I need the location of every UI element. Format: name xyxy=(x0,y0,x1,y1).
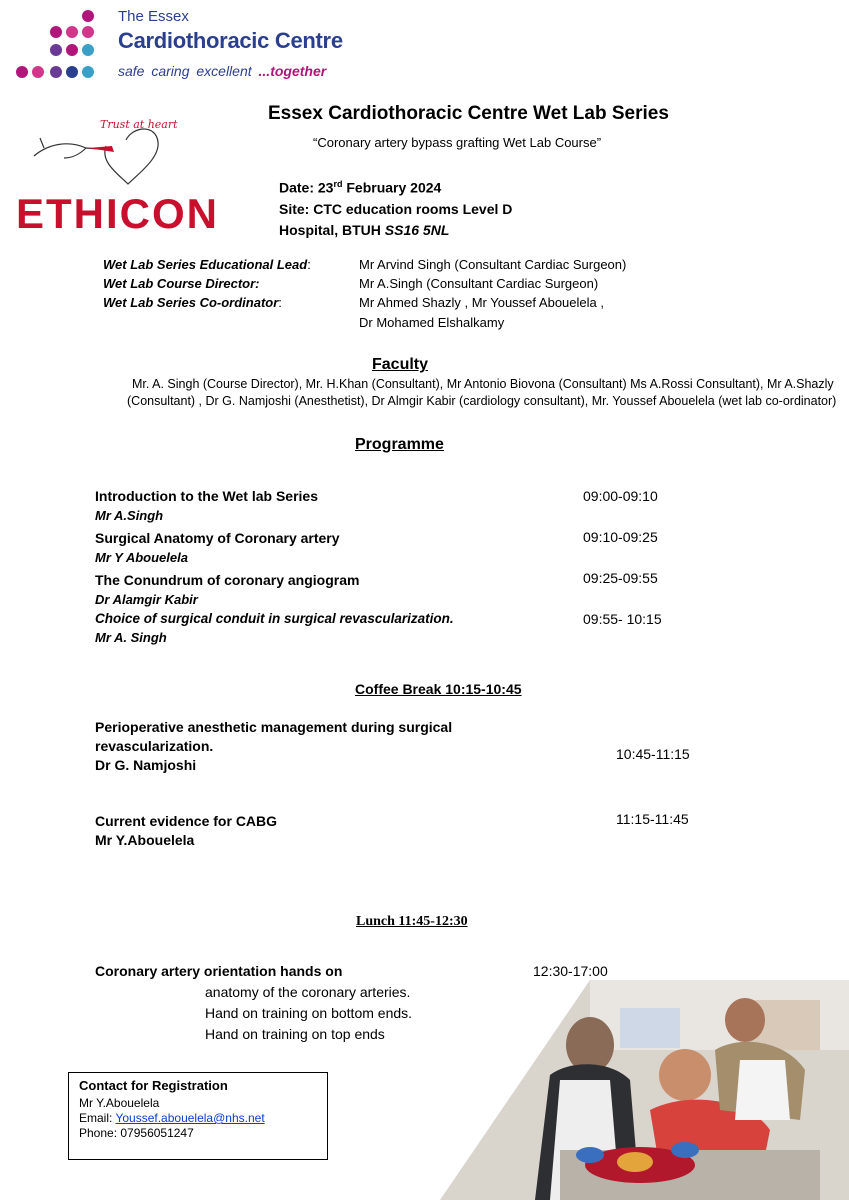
session-speaker: Mr A.Singh xyxy=(95,508,164,523)
coffee-break: Coffee Break 10:15-10:45 xyxy=(355,681,522,697)
session-subitem: anatomy of the coronary arteries. xyxy=(205,984,411,1000)
session-title: Coronary artery orientation hands on xyxy=(95,963,343,979)
logo-tagline-together: ...together xyxy=(258,63,327,79)
session-speaker: Mr Y Abouelela xyxy=(95,550,188,565)
session-subitem: Hand on training on bottom ends. xyxy=(205,1005,413,1021)
essex-logo-dots xyxy=(14,8,104,84)
session-speaker: Mr Y.Abouelela xyxy=(95,832,195,848)
event-site: Site: CTC education rooms Level D xyxy=(279,200,513,217)
event-title: Essex Cardiothoracic Centre Wet Lab Series xyxy=(268,103,669,124)
session-subitem: Hand on training on top ends xyxy=(205,1026,385,1042)
session-title-cont: revascularization. xyxy=(95,738,214,754)
session-title: Introduction to the Wet lab Series xyxy=(95,488,318,504)
session-time: 09:25-09:55 xyxy=(583,570,658,586)
session-time: 09:55- 10:15 xyxy=(583,611,662,627)
session-time: 10:45-11:15 xyxy=(616,746,690,762)
email-label: Email: xyxy=(79,1111,116,1125)
programme-heading: Programme xyxy=(355,436,444,453)
role-label-coordinator: Wet Lab Series Co-ordinator: xyxy=(103,295,282,310)
session-time: 09:00-09:10 xyxy=(583,488,658,504)
role-value-director: Mr A.Singh (Consultant Cardiac Surgeon) xyxy=(359,276,599,291)
logo-tagline xyxy=(118,63,326,79)
contact-title: Contact for Registration xyxy=(79,1078,228,1093)
session-time: 09:10-09:25 xyxy=(583,529,658,545)
event-hospital xyxy=(279,220,512,241)
email-link[interactable]: Youssef.abouelela@nhs.net xyxy=(115,1111,265,1125)
lunch-break: Lunch 11:45-12:30 xyxy=(356,914,468,929)
session-time: 12:30-17:00 xyxy=(533,963,608,979)
logo-line2: Cardiothoracic Centre xyxy=(118,28,343,53)
session-title: Surgical Anatomy of Coronary artery xyxy=(95,530,340,546)
hospital-name: Hospital, BTUH xyxy=(279,221,385,238)
session-title: Current evidence for CABG xyxy=(95,813,278,829)
date-label: Date: 23 xyxy=(279,179,334,196)
event-date xyxy=(279,174,512,199)
contact-phone: Phone: 07956051247 xyxy=(79,1126,194,1140)
session-title: Choice of surgical conduit in surgical revascularization. xyxy=(95,611,454,626)
date-sup: rd xyxy=(333,179,343,189)
contact-name: Mr Y.Abouelela xyxy=(79,1096,160,1110)
hospital-postcode: SS16 5NL xyxy=(384,221,450,238)
logo-tagline-values: safe caring excellent xyxy=(118,63,252,79)
session-time: 11:15-11:45 xyxy=(616,811,689,827)
faculty-list: Mr. A. Singh (Course Director), Mr. H.Khan (Consultant), Mr Antonio Biovona (Consultant) Ms A.Rossi Consultant), Mr A.Shazly (Consultant) , Dr G. Namjoshi (Anesthetist), Dr Almgir Kabir (cardiology consultant), Mr. Youssef Abouelela (wet lab co-ordinator) xyxy=(127,377,837,408)
session-speaker: Dr Alamgir Kabir xyxy=(95,592,198,607)
session-title: The Conundrum of coronary angiogram xyxy=(95,572,360,588)
role-value-lead: Mr Arvind Singh (Consultant Cardiac Surgeon) xyxy=(359,257,627,272)
event-details xyxy=(279,174,512,241)
contact-email xyxy=(79,1111,265,1125)
role-value-coordinator: Mr Ahmed Shazly , Mr Youssef Abouelela , xyxy=(359,295,604,310)
session-speaker: Dr G. Namjoshi xyxy=(95,757,197,773)
wet-lab-photo xyxy=(440,980,849,1200)
role-value-coordinator-2: Dr Mohamed Elshalkamy xyxy=(359,315,505,330)
role-label-lead: Wet Lab Series Educational Lead: xyxy=(103,257,311,272)
date-rest: February 2024 xyxy=(342,179,442,196)
session-title: Perioperative anesthetic management during surgical xyxy=(95,719,453,735)
session-speaker: Mr A. Singh xyxy=(95,630,167,645)
event-subtitle: “Coronary artery bypass grafting Wet Lab Course” xyxy=(313,135,602,150)
faculty-heading: Faculty xyxy=(372,356,429,373)
role-label-director: Wet Lab Course Director: xyxy=(103,276,260,291)
logo-line1: The Essex xyxy=(118,8,189,25)
trust-at-heart-text: Trust at heart xyxy=(100,118,178,131)
ethicon-logo: ETHICON xyxy=(16,190,219,237)
